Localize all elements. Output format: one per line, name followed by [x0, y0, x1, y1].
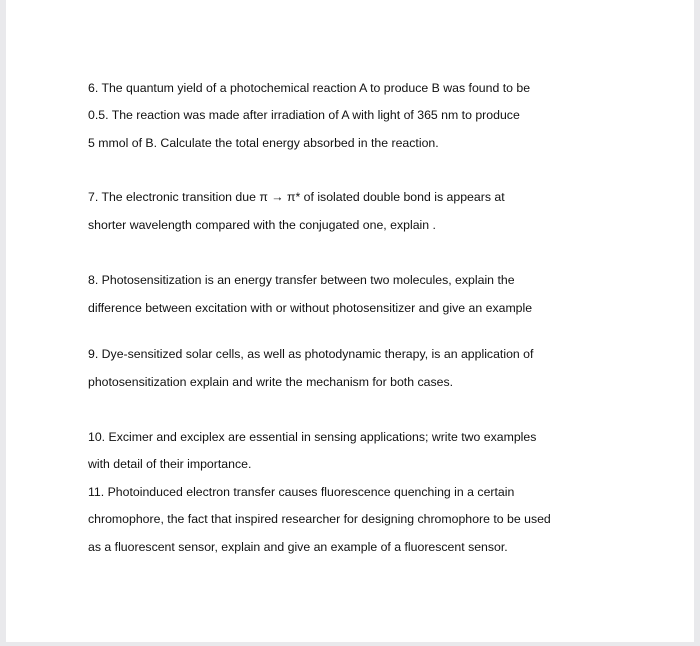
page-edge-right [694, 0, 700, 646]
question-11-line-2: chromophore, the fact that inspired researcher for designing chromophore to be used [88, 512, 551, 526]
question-8-line-2: difference between excitation with or without photosensitizer and give an example [88, 301, 533, 315]
question-10-line-2: with detail of their importance. [88, 457, 252, 471]
page-edge-bottom [0, 642, 700, 646]
question-7-line-2: shorter wavelength compared with the conjugated one, explain . [88, 218, 436, 232]
question-10-line-1: 10. Excimer and exciplex are essential in sensing applications; write two examples [88, 430, 537, 444]
question-9-line-2: photosensitization explain and write the mechanism for both cases. [88, 375, 454, 389]
question-8-line-1: 8. Photosensitization is an energy transfer between two molecules, explain the [88, 273, 515, 287]
question-7-line-1: 7. The electronic transition due π → π* of isolated double bond is appears at [88, 190, 505, 204]
page-edge-left [0, 0, 6, 646]
question-6-line-1: 6. The quantum yield of a photochemical reaction A to produce B was found to be [88, 81, 531, 95]
question-11-line-1: 11. Photoinduced electron transfer causes fluorescence quenching in a certain [88, 485, 515, 499]
question-6-line-2: 0.5. The reaction was made after irradiation of A with light of 365 nm to produce [88, 108, 520, 122]
question-11-line-3: as a fluorescent sensor, explain and give an example of a fluorescent sensor. [88, 540, 508, 554]
question-9-line-1: 9. Dye-sensitized solar cells, as well as photodynamic therapy, is an application of [88, 347, 534, 361]
question-6-line-3: 5 mmol of B. Calculate the total energy absorbed in the reaction. [88, 136, 439, 150]
